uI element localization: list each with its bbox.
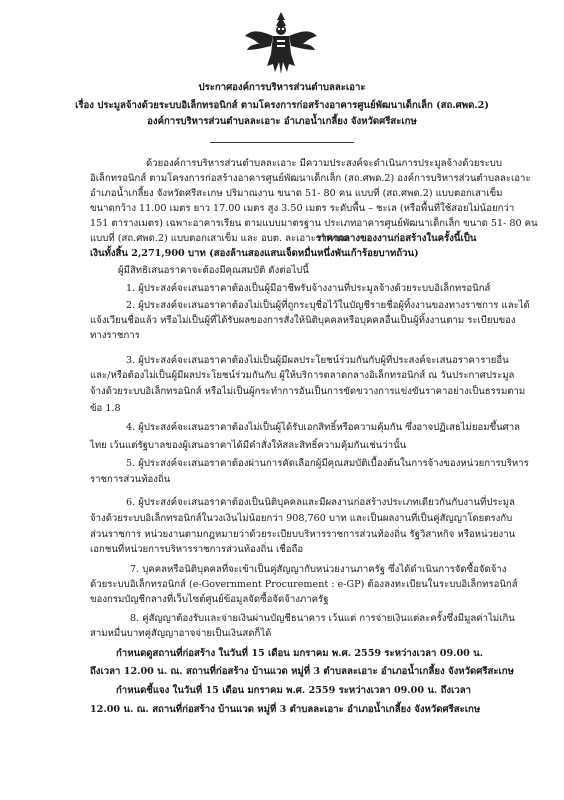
intro-line-4: ขนาดกว้าง 11.00 เมตร ยาว 17.00 เมตร สูง 3.50 เมตร ระดับพื้น – ชะเล (หรือพื้นที่ใช้สอยไม่น้อยกว่า — [90, 203, 515, 214]
qualification-2-cont: ทางราชการ — [90, 330, 140, 341]
intro-line-3: อำเภอน้ำเกลี้ยง จังหวัดศรีสะเกษ ปริมาณงาน ขนาด 51- 80 คน แบบที่ (สถ.ศพด.2) แบบตอกเสาเข็ม — [90, 188, 503, 199]
qualification-4-cont: ไทย เว้นแต่รัฐบาลของผู้เสนอราคาได้มีคำสั่งให้สละสิทธิ์ความคุ้มกันเช่นว่านั้น — [90, 440, 407, 451]
qualification-5: 5. ผู้ประสงค์จะเสนอราคาต้องผ่านการคัดเลือกผู้มีคุณสมบัติเบื้องต้นในการจ้างของหน่วยการบริหาร — [126, 458, 529, 469]
intro-line-1: ด้วยองค์การบริหารส่วนตำบลละเอาะ มีความประสงค์จะดำเนินการประมูลจ้างด้วยระบบ — [146, 158, 502, 169]
garuda-emblem-icon — [243, 10, 319, 76]
qualification-5-cont: ราชการส่วนท้องถิ่น — [90, 474, 171, 485]
qualification-1: 1. ผู้ประสงค์จะเสนอราคาต้องเป็นผู้มีอาชีพรับจ้างงานที่ประมูลจ้างด้วยระบบอิเล็กทรอนิกส์ — [126, 283, 491, 294]
subject-line-2: องค์การบริหารส่วนตำบลละเอาะ อำเภอน้ำเกลี้ยง จังหวัดศรีสะเกษ — [147, 116, 417, 127]
qualification-7: 7. บุคคลหรือนิติบุคคลที่จะเข้าเป็นคู่สัญญากับหน่วยงานภาครัฐ ซึ่งได้ดำเนินการจัดซื้อจัดจ้าง — [130, 564, 507, 575]
budget-amount: เงินทั้งสิ้น 2,271,900 บาท (สองล้านสองแสนเจ็ดหมื่นหนึ่งพันเก้าร้อยบาทถ้วน) — [90, 248, 419, 259]
qualification-6-cont: ส่วนราชการ หน่วยงานตามกฎหมายว่าด้วยระเบียบบริหารราชการส่วนท้องถิ่น รัฐวิสาหกิจ หรือหน่วยงาน — [90, 529, 516, 540]
title-divider — [210, 142, 354, 143]
explanation-location: 12.00 น. ณ. สถานที่ก่อสร้าง บ้านแวด หมู่ที่ 3 ตำบลละเอาะ อำเภอน้ำเกลี้ยง จังหวัดศรีสะเกษ — [90, 704, 481, 715]
intro-line-6: แบบที่ (สถ.ศพด.2) แบบตอกเสาเข็ม และ อบต. ละเอาะ กำหนด — [90, 233, 350, 244]
site-visit-location: ถึงเวลา 12.00 น. ณ. สถานที่ก่อสร้าง บ้านแวด หมู่ที่ 3 ตำบลละเอาะ อำเภอน้ำเกลี้ยง จังหวัดศรีสะเกษ — [90, 666, 514, 677]
subject-line-1: เรื่อง ประมูลจ้างด้วยระบบอิเล็กทรอนิกส์ ตามโครงการก่อสร้างอาคารศูนย์พัฒนาเด็กเล็ก (สถ.ศพด.2) — [75, 100, 489, 111]
qualification-3-cont: จ้างด้วยระบบอิเล็กทรอนิกส์ หรือไม่เป็นผู้กระทำการอันเป็นการขัดขวางการแข่งขันราคาอย่างเป็นธรรมตาม — [90, 386, 526, 397]
qualification-4: 4. ผู้ประสงค์จะเสนอราคาต้องไม่เป็นผู้ได้รับเอกสิทธิ์หรือความคุ้มกัน ซึ่งอาจปฏิเสธไม่ยอมขึ้นศาล — [126, 422, 521, 433]
qualification-8-cont: สามหมื่นบาทคู่สัญญาอาจจ่ายเป็นเงินสดก็ได้ — [90, 628, 272, 639]
qualification-6-cont: เอกชนที่หน่วยการบริหารราชการส่วนท้องถิ่น เชื่อถือ — [90, 544, 304, 555]
qualifications-heading: ผู้มีสิทธิเสนอราคาจะต้องมีคุณสมบัติ ดังต่อไปนี้ — [118, 265, 309, 276]
explanation-date: กำหนดชี้แจง ในวันที่ 15 เดือน มกราคม พ.ศ. 2559 ระหว่างเวลา 09.00 น. ถึงเวลา — [116, 685, 471, 696]
qualification-2-cont: แจ้งเวียนชื่อแล้ว หรือไม่เป็นผู้ที่ได้รับผลของการสั่งให้นิติบุคคลหรือบุคคลอื่นเป็นผู้ทิ้งงานตาม ระเบียบของ — [90, 315, 516, 326]
qualification-7-cont: ของกรมบัญชีกลางที่เว็บไซต์ศูนย์ข้อมูลจัดซื้อจัดจ้างภาครัฐ — [90, 594, 329, 605]
qualification-3-cont: ข้อ 1.8 — [90, 403, 121, 414]
site-visit-date: กำหนดดูสถานที่ก่อสร้าง ในวันที่ 15 เดือน มกราคม พ.ศ. 2559 ระหว่างเวลา 09.00 น. — [116, 648, 484, 659]
intro-line-2: อิเล็กทรอนิกส์ ตามโครงการก่อสร้างอาคารศูนย์พัฒนาเด็กเล็ก (สถ.ศพด.2) องค์การบริหารส่วนตำบลละเอาะ — [90, 173, 531, 184]
qualification-2: 2. ผู้ประสงค์จะเสนอราคาต้องไม่เป็นผู้ที่ถูกระบุชื่อไว้ในบัญชีรายชื่อผู้ทิ้งงานของทางราชการ และได้ — [126, 300, 530, 311]
qualification-3: 3. ผู้ประสงค์จะเสนอราคาต้องไม่เป็นผู้มีผลประโยชน์ร่วมกันกับผู้ที่ประสงค์จะเสนอราคารายอื่น — [126, 355, 509, 366]
qualification-6: 6. ผู้ประสงค์จะเสนอราคาต้องเป็นนิติบุคคลและมีผลงานก่อสร้างประเภทเดียวกันกับงานที่ประมูล — [126, 497, 515, 508]
intro-line-5: 151 ตารางเมตร) เฉพาะอาคารเรียน ตามแบบมาตรฐาน ประเภทอาคารศูนย์พัฒนาเด็กเล็ก ขนาด 51- 80 คน — [90, 218, 538, 229]
budget-label: ราคากลางของงานก่อสร้างในครั้งนี้เป็น — [316, 233, 477, 244]
qualification-3-cont: และ/หรือต้องไม่เป็นผู้มีผลประโยชน์ร่วมกันกับ ผู้ให้บริการตลาดกลางอิเล็กทรอนิกส์ ณ วันประกาศประมูล — [90, 370, 515, 381]
qualification-8: 8. คู่สัญญาต้องรับและจ่ายเงินผ่านบัญชีธนาคาร เว้นแต่ การจ่ายเงินแต่ละครั้งซึ่งมีมูลค่าไม่เกิน — [130, 613, 515, 624]
qualification-6-cont: จ้างด้วยระบบอิเล็กทรอนิกส์ในวงเงินไม่น้อยกว่า 908,760 บาท และเป็นผลงานที่เป็นคู่สัญญาโดยตรงกับ — [90, 513, 513, 524]
announcement-title: ประกาศองค์การบริหารส่วนตำบลละเอาะ — [198, 82, 366, 93]
qualification-7-cont: ด้วยระบบอิเล็กทรอนิกส์ (e-Government Procurement : e-GP) ต้องลงทะเบียนในระบบอิเล็กทรอนิกส์ — [90, 579, 518, 590]
